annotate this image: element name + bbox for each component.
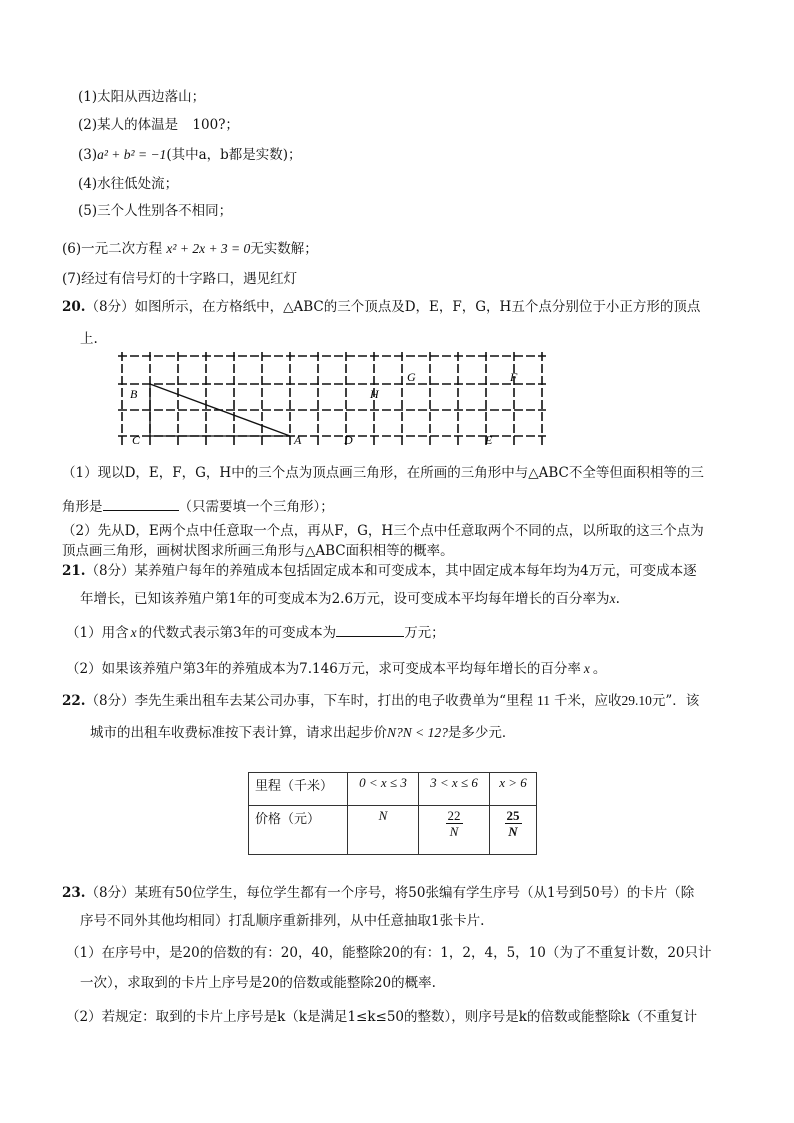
- label-f: F: [510, 370, 518, 384]
- event-4: (4)水往低处流；: [78, 176, 179, 192]
- q21-stem-1: [62, 562, 697, 580]
- q23-part-2a: （2）若规定：取到的卡片上序号是k（k是满足1≤k≤50的整数），则序号是k的倍数或能整除k（不重复计: [66, 1009, 698, 1025]
- q20-part-1a: （1）现以D，E，F，G，H中的三个点为顶点画三角形，在所画的三角形中与△ABC不全等但面积相等的三: [62, 465, 704, 481]
- q23-number: 23.: [62, 885, 86, 901]
- label-d: D: [344, 433, 353, 447]
- fraction-25-over-n: [505, 808, 522, 839]
- table-cell-price-2: [419, 806, 490, 855]
- table-cell-price-1: N: [348, 806, 419, 855]
- event-2-value: 100?；: [192, 117, 239, 133]
- q21-part-2-var: x: [583, 661, 590, 676]
- q21-part-1-var: x: [130, 625, 137, 640]
- q22-text-1-tail: 元”．该: [651, 693, 700, 709]
- table-header-distance: 里程（千米）: [249, 773, 348, 806]
- q22-stem-2: [90, 724, 515, 742]
- q21-part-2-text: （2）如果该养殖户第3年的养殖成本为7.146万元，求可变成本平均每年增长的百分率: [66, 661, 581, 677]
- q22-score: （8分）: [85, 693, 135, 709]
- q21-part-1-tail: 万元；: [404, 625, 445, 641]
- event-6-equation: x² + 2x + 3 = 0: [166, 241, 251, 256]
- table-row: [249, 773, 537, 806]
- q22-text-1: 李先生乘出租车去某公司办事，下车时，打出的电子收费单为“里程: [134, 693, 533, 709]
- fraction-numerator: 25: [506, 808, 520, 823]
- fraction-numerator: 22: [447, 808, 461, 823]
- label-a: A: [294, 433, 302, 447]
- q23-score: （8分）: [85, 885, 135, 901]
- event-6-tail: 无实数解；: [250, 241, 318, 257]
- q20-part-2b: 顶点画三角形，画树状图求所画三角形与△ABC面积相等的概率。: [62, 543, 454, 559]
- q21-part-1-text: （1）用含: [66, 625, 129, 641]
- q22-condition: N?N < 12?: [387, 725, 448, 740]
- table-header-range-2: 3 < x ≤ 6: [419, 773, 490, 806]
- table-header-range-3: x > 6: [490, 773, 537, 806]
- q21-number: 21.: [62, 563, 86, 579]
- q21-score: （8分）: [85, 563, 135, 579]
- q20-text-1: 如图所示，在方格纸中，△ABC的三个顶点及D，E，F，G，H五个点分别位于小正方形的顶点: [134, 299, 701, 315]
- table-row: [249, 806, 537, 855]
- q22-text-1-mid: 千米，应收: [554, 693, 622, 709]
- answer-blank-1[interactable]: [103, 496, 179, 511]
- q21-part-2-end: 。: [592, 661, 607, 677]
- event-6: [62, 240, 318, 258]
- table-row-price-label: 价格（元）: [249, 806, 348, 855]
- q22-km: 11: [537, 693, 550, 708]
- q23-stem-1: [62, 884, 694, 902]
- q21-part-1: [66, 622, 445, 642]
- q20-part-1b-tail: （只需要填一个三角形）；: [178, 499, 334, 515]
- event-2-text: (2)某人的体温是: [78, 117, 179, 133]
- answer-blank-2[interactable]: [336, 622, 404, 637]
- q23-text-1: 某班有50位学生，每位学生都有一个序号，将50张编有学生序号（从1号到50号）的卡片（除: [134, 885, 695, 901]
- q20-score: （8分）: [85, 299, 135, 315]
- grid-lines: [118, 352, 546, 446]
- q20-stem-1: [62, 298, 700, 316]
- fraction-denominator: N: [449, 824, 459, 839]
- q22-number: 22.: [62, 693, 86, 709]
- label-h: H: [370, 387, 379, 401]
- q22-text-2: 城市的出租车收费标准按下表计算，请求出起步价: [90, 725, 387, 741]
- event-7: (7)经过有信号灯的十字路口，遇见红灯: [62, 271, 298, 287]
- event-5: (5)三个人性别各不相同；: [78, 203, 233, 219]
- fare-table: [248, 772, 537, 855]
- q22-text-2-tail: 是多少元．: [447, 725, 516, 741]
- table-header-range-1: 0 < x ≤ 3: [348, 773, 419, 806]
- q21-text-1: 某养殖户每年的养殖成本包括固定成本和可变成本，其中固定成本每年均为4万元，可变成本逐: [134, 563, 697, 579]
- event-3-text: (其中a，b都是实数)；: [166, 147, 302, 163]
- label-b: B: [130, 387, 138, 401]
- q22-stem-1: [62, 692, 699, 710]
- event-3: [78, 146, 302, 164]
- q21-stem-2: [80, 590, 620, 608]
- q23-part-1b: 一次），求取到的卡片上序号是20的倍数或能整除20的概率.: [80, 975, 436, 991]
- event-3-label: (3): [78, 147, 98, 163]
- fraction-denominator: N: [508, 824, 518, 839]
- q20-part-2a: （2）先从D，E两个点中任意取一个点，再从F，G，H三个点中任意取两个不同的点，以所取的这三个点为: [62, 523, 704, 539]
- label-c: C: [132, 433, 141, 447]
- q21-dot: .: [615, 591, 620, 607]
- event-2: [78, 116, 239, 134]
- label-e: E: [485, 433, 493, 447]
- fraction-22-over-n: [446, 808, 463, 839]
- q21-part-1-mid: 的代数式表示第3年的可变成本为: [138, 625, 337, 641]
- event-3-equation: a² + b² = −1: [97, 147, 167, 162]
- q21-var-x: x: [609, 591, 616, 606]
- grid-figure: [112, 350, 552, 450]
- label-g: G: [407, 370, 416, 384]
- q23-stem-2: 序号不同外其他均相同）打乱顺序重新排列，从中任意抽取1张卡片.: [80, 913, 485, 929]
- event-6-text: (6)一元二次方程: [62, 241, 163, 257]
- q20-number: 20.: [62, 299, 86, 315]
- q20-stem-2: 上.: [80, 331, 98, 347]
- table-cell-price-3: [490, 806, 537, 855]
- q21-text-2: 年增长，已知该养殖户第1年的可变成本为2.6万元，设可变成本平均每年增长的百分率为: [80, 591, 610, 607]
- q20-part-1b-text: 角形是: [62, 499, 103, 515]
- q22-fare: 29.10: [621, 693, 652, 708]
- event-1: (1)太阳从西边落山；: [78, 89, 206, 105]
- q20-part-1b: [62, 496, 334, 516]
- q23-part-1a: （1）在序号中，是20的倍数的有：20，40，能整除20的有：1，2，4，5，10（为了不重复计数，20只计: [66, 945, 712, 961]
- q21-part-2: [66, 660, 606, 678]
